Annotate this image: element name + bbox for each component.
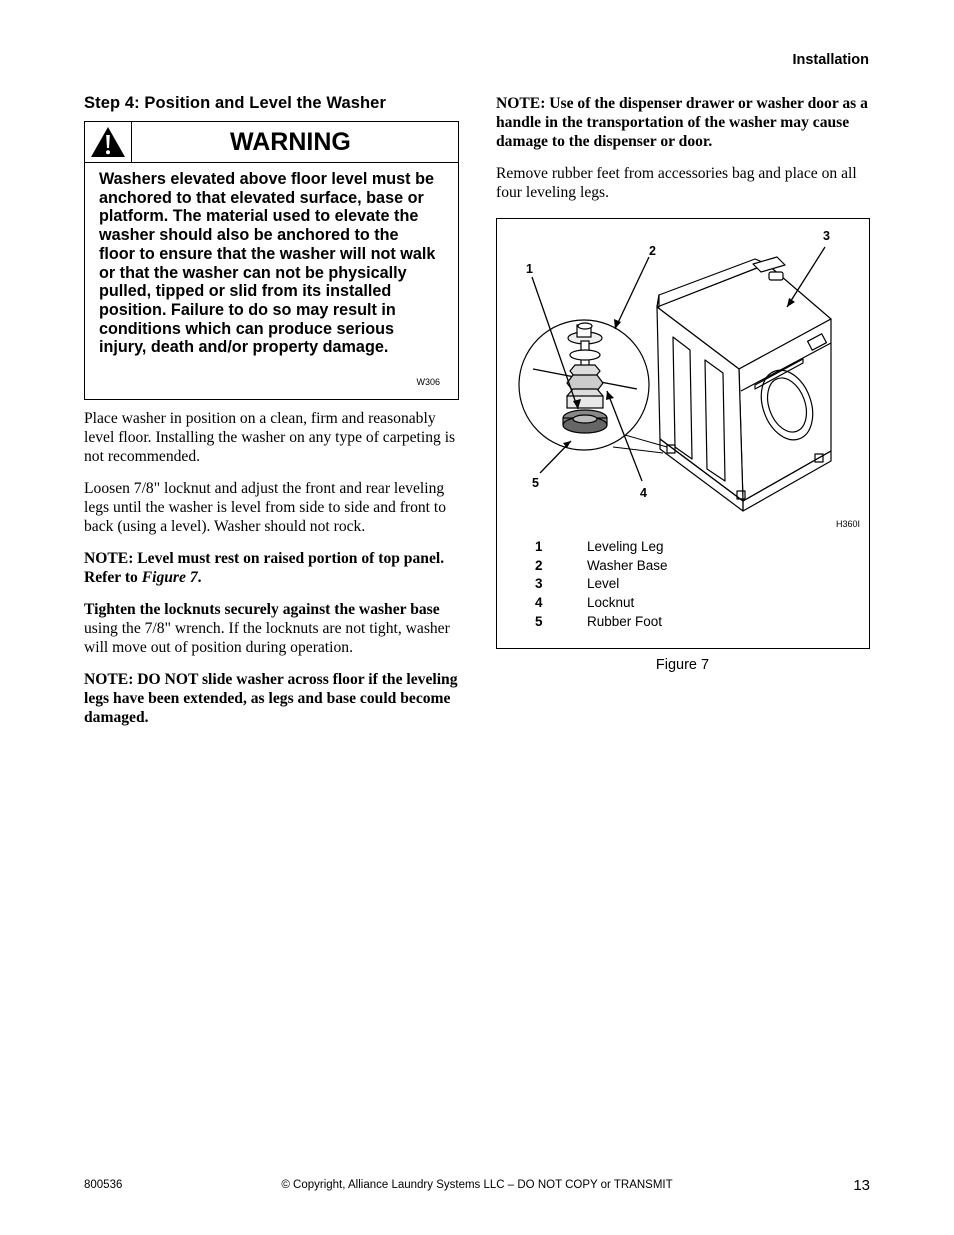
callout-1: 1 [526,262,533,276]
level-note [84,549,459,587]
legend-row [535,593,668,612]
figure-reference-link: Figure 7 [141,569,198,586]
legend-label: Washer Base [587,557,668,573]
tighten-paragraph [84,600,459,657]
legend-number: 3 [535,576,543,592]
legend-number: 4 [535,594,543,610]
section-header: Installation [792,52,869,68]
legend-row [535,574,668,593]
placement-paragraph: Place washer in position on a clean, firm and reasonably level floor. Installing the washer on any type of carpeting is not recommended. [84,410,456,465]
warning-box [84,121,459,400]
legend-label: Locknut [587,594,635,610]
legend-row [535,612,668,631]
warning-header [85,122,458,163]
page-number: 13 [853,1177,870,1194]
left-column [84,94,459,727]
legend-row [535,537,668,556]
figure-box [496,218,870,649]
document-number: 800536 [84,1179,123,1191]
tighten-bold-text: Tighten the locknuts securely against the washer base [84,601,440,618]
level-note-text: NOTE: Level must rest on raised portion of top panel. Refer to [84,550,445,586]
rubber-feet-paragraph: Remove rubber feet from accessories bag and place on all four leveling legs. [496,165,857,201]
slide-note: NOTE: DO NOT slide washer across floor if the leveling legs have been extended, as legs and base could become damaged. [84,671,458,726]
washer-leveling-illustration [497,219,869,519]
callout-5: 5 [532,476,539,490]
level-note-end: . [197,569,202,586]
warning-text: Washers elevated above floor level must be anchored to that elevated surface, base or platform. The material used to elevate the washer should also be anchored to the floor to ensure that the washer will not walk or that the washer can not be physically pulled, tipped or slid from its installed position. Failure to do so may result in conditions which can produce serious injury, death and/or property damage. [99,170,436,357]
legend-label: Level [587,576,620,592]
figure-code: H360I [835,519,860,529]
legend-label: Leveling Leg [587,538,664,554]
warning-icon-cell [85,122,132,162]
right-column [496,94,869,673]
copyright-notice: © Copyright, Alliance Laundry Systems LLC – DO NOT COPY or TRANSMIT [281,1179,673,1191]
figure-legend [535,537,668,630]
legend-number: 1 [535,538,543,554]
warning-triangle-icon [89,125,127,159]
warning-code: W306 [416,377,440,387]
legend-number: 2 [535,557,543,573]
legend-number: 5 [535,613,543,629]
step-heading: Step 4: Position and Level the Washer [84,94,386,112]
callout-4: 4 [640,486,647,500]
callout-3: 3 [823,229,830,243]
legend-row [535,556,668,575]
warning-title: WARNING [230,127,351,156]
callout-2: 2 [649,244,656,258]
figure-caption: Figure 7 [655,657,710,673]
dispenser-note: NOTE: Use of the dispenser drawer or washer door as a handle in the transportation of the washer may cause damage to the dispenser or door. [496,95,868,150]
legend-label: Rubber Foot [587,613,663,629]
tighten-rest-text: using the 7/8" wrench. If the locknuts are not tight, washer will move out of position during operation. [84,620,450,656]
locknut-paragraph: Loosen 7/8" locknut and adjust the front and rear leveling legs until the washer is level from side to side and front to back (using a level). Washer should not rock. [84,480,447,535]
